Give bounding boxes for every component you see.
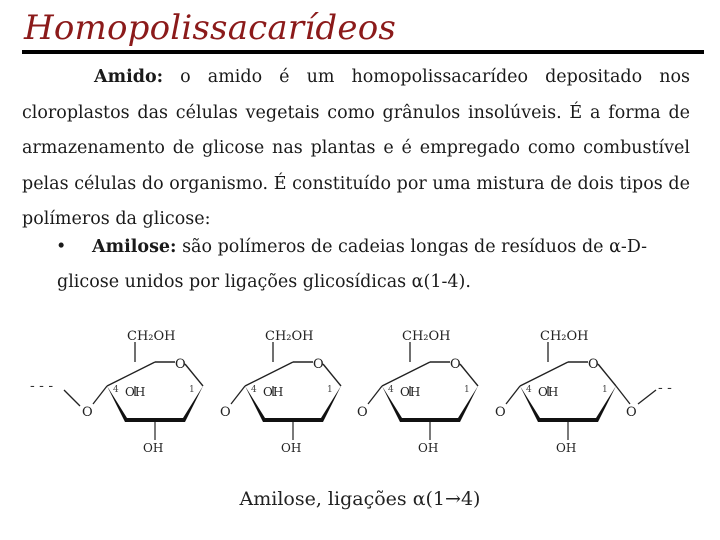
ring-bond: [382, 362, 430, 386]
ring-bond: [598, 364, 616, 386]
ring-bond: [323, 364, 341, 386]
ring-oxygen-label: O: [175, 357, 186, 372]
glycosidic-oxygen-label: O: [357, 405, 368, 420]
ring-oxygen-label: O: [313, 357, 324, 372]
hydroxyl-label: OH: [281, 441, 302, 455]
carbon-4-label: 4: [251, 385, 257, 395]
glycosidic-oxygen-label: O: [495, 405, 506, 420]
glucose-rings: [30, 329, 672, 455]
glycosidic-oxygen-label: O: [82, 405, 93, 420]
hydroxyl-label: OH: [125, 385, 146, 399]
carbon-4-label: 4: [526, 385, 532, 395]
bond-line: [64, 390, 80, 406]
chain-continuation-left: - - -: [30, 378, 54, 394]
ring-bond: [245, 362, 293, 386]
hydroxyl-label: OH: [400, 385, 421, 399]
bond-line: [93, 386, 107, 404]
diagram-caption: Amilose, ligações α(1→4): [239, 488, 481, 510]
bullet-line1: são polímeros de cadeias longas de resíduos de α-D-: [176, 237, 648, 257]
ch2oh-label: CH₂OH: [265, 329, 314, 344]
term-amilose: Amilose:: [92, 237, 177, 257]
hydroxyl-label: OH: [538, 385, 559, 399]
bond-line: [506, 386, 520, 404]
ring-bond: [107, 362, 155, 386]
bond-line: [368, 386, 382, 404]
ch2oh-label: CH₂OH: [127, 329, 176, 344]
bond-line: [616, 386, 630, 404]
carbon-1-label: 1: [602, 385, 608, 395]
ch2oh-label: CH₂OH: [402, 329, 451, 344]
term-amido: Amido:: [94, 67, 164, 87]
ring-oxygen-label: O: [588, 357, 599, 372]
carbon-1-label: 1: [189, 385, 195, 395]
ring-oxygen-label: O: [450, 357, 461, 372]
chain-continuation-right: - -: [658, 380, 672, 396]
bullet-line2: glicose unidos por ligações glicosídicas α(1-4).: [57, 272, 471, 292]
bullet-amilose: [22, 230, 690, 266]
ring-bond: [460, 364, 478, 386]
ch2oh-label: CH₂OH: [540, 329, 589, 344]
carbon-1-label: 1: [327, 385, 333, 395]
glycosidic-oxygen-label: O: [220, 405, 231, 420]
title-rule: [22, 50, 704, 54]
bullet-dot: •: [56, 237, 67, 257]
amylose-structure-diagram: [0, 300, 720, 490]
ring-bond: [520, 362, 568, 386]
glycosidic-oxygen-label: O: [626, 405, 637, 420]
hydroxyl-label: OH: [556, 441, 577, 455]
intro-paragraph: [22, 60, 690, 238]
hydroxyl-label: OH: [418, 441, 439, 455]
hydroxyl-label: OH: [263, 385, 284, 399]
hydroxyl-label: OH: [143, 441, 164, 455]
paragraph-text: o amido é um homopolissacarídeo depositado nos cloroplastos das células vegetais como grânulos insolúveis. É a forma de armazenamento de glicose nas plantas e é empregado como combustível pelas células do organismo. É constituído por uma mistura de dois tipos de polímeros da glicose:: [22, 67, 690, 229]
bond-line: [231, 386, 245, 404]
carbon-1-label: 1: [464, 385, 470, 395]
carbon-4-label: 4: [388, 385, 394, 395]
ring-bond: [185, 364, 203, 386]
page-title: Homopolissacarídeos: [24, 8, 397, 48]
bond-line: [638, 390, 656, 404]
carbon-4-label: 4: [113, 385, 119, 395]
